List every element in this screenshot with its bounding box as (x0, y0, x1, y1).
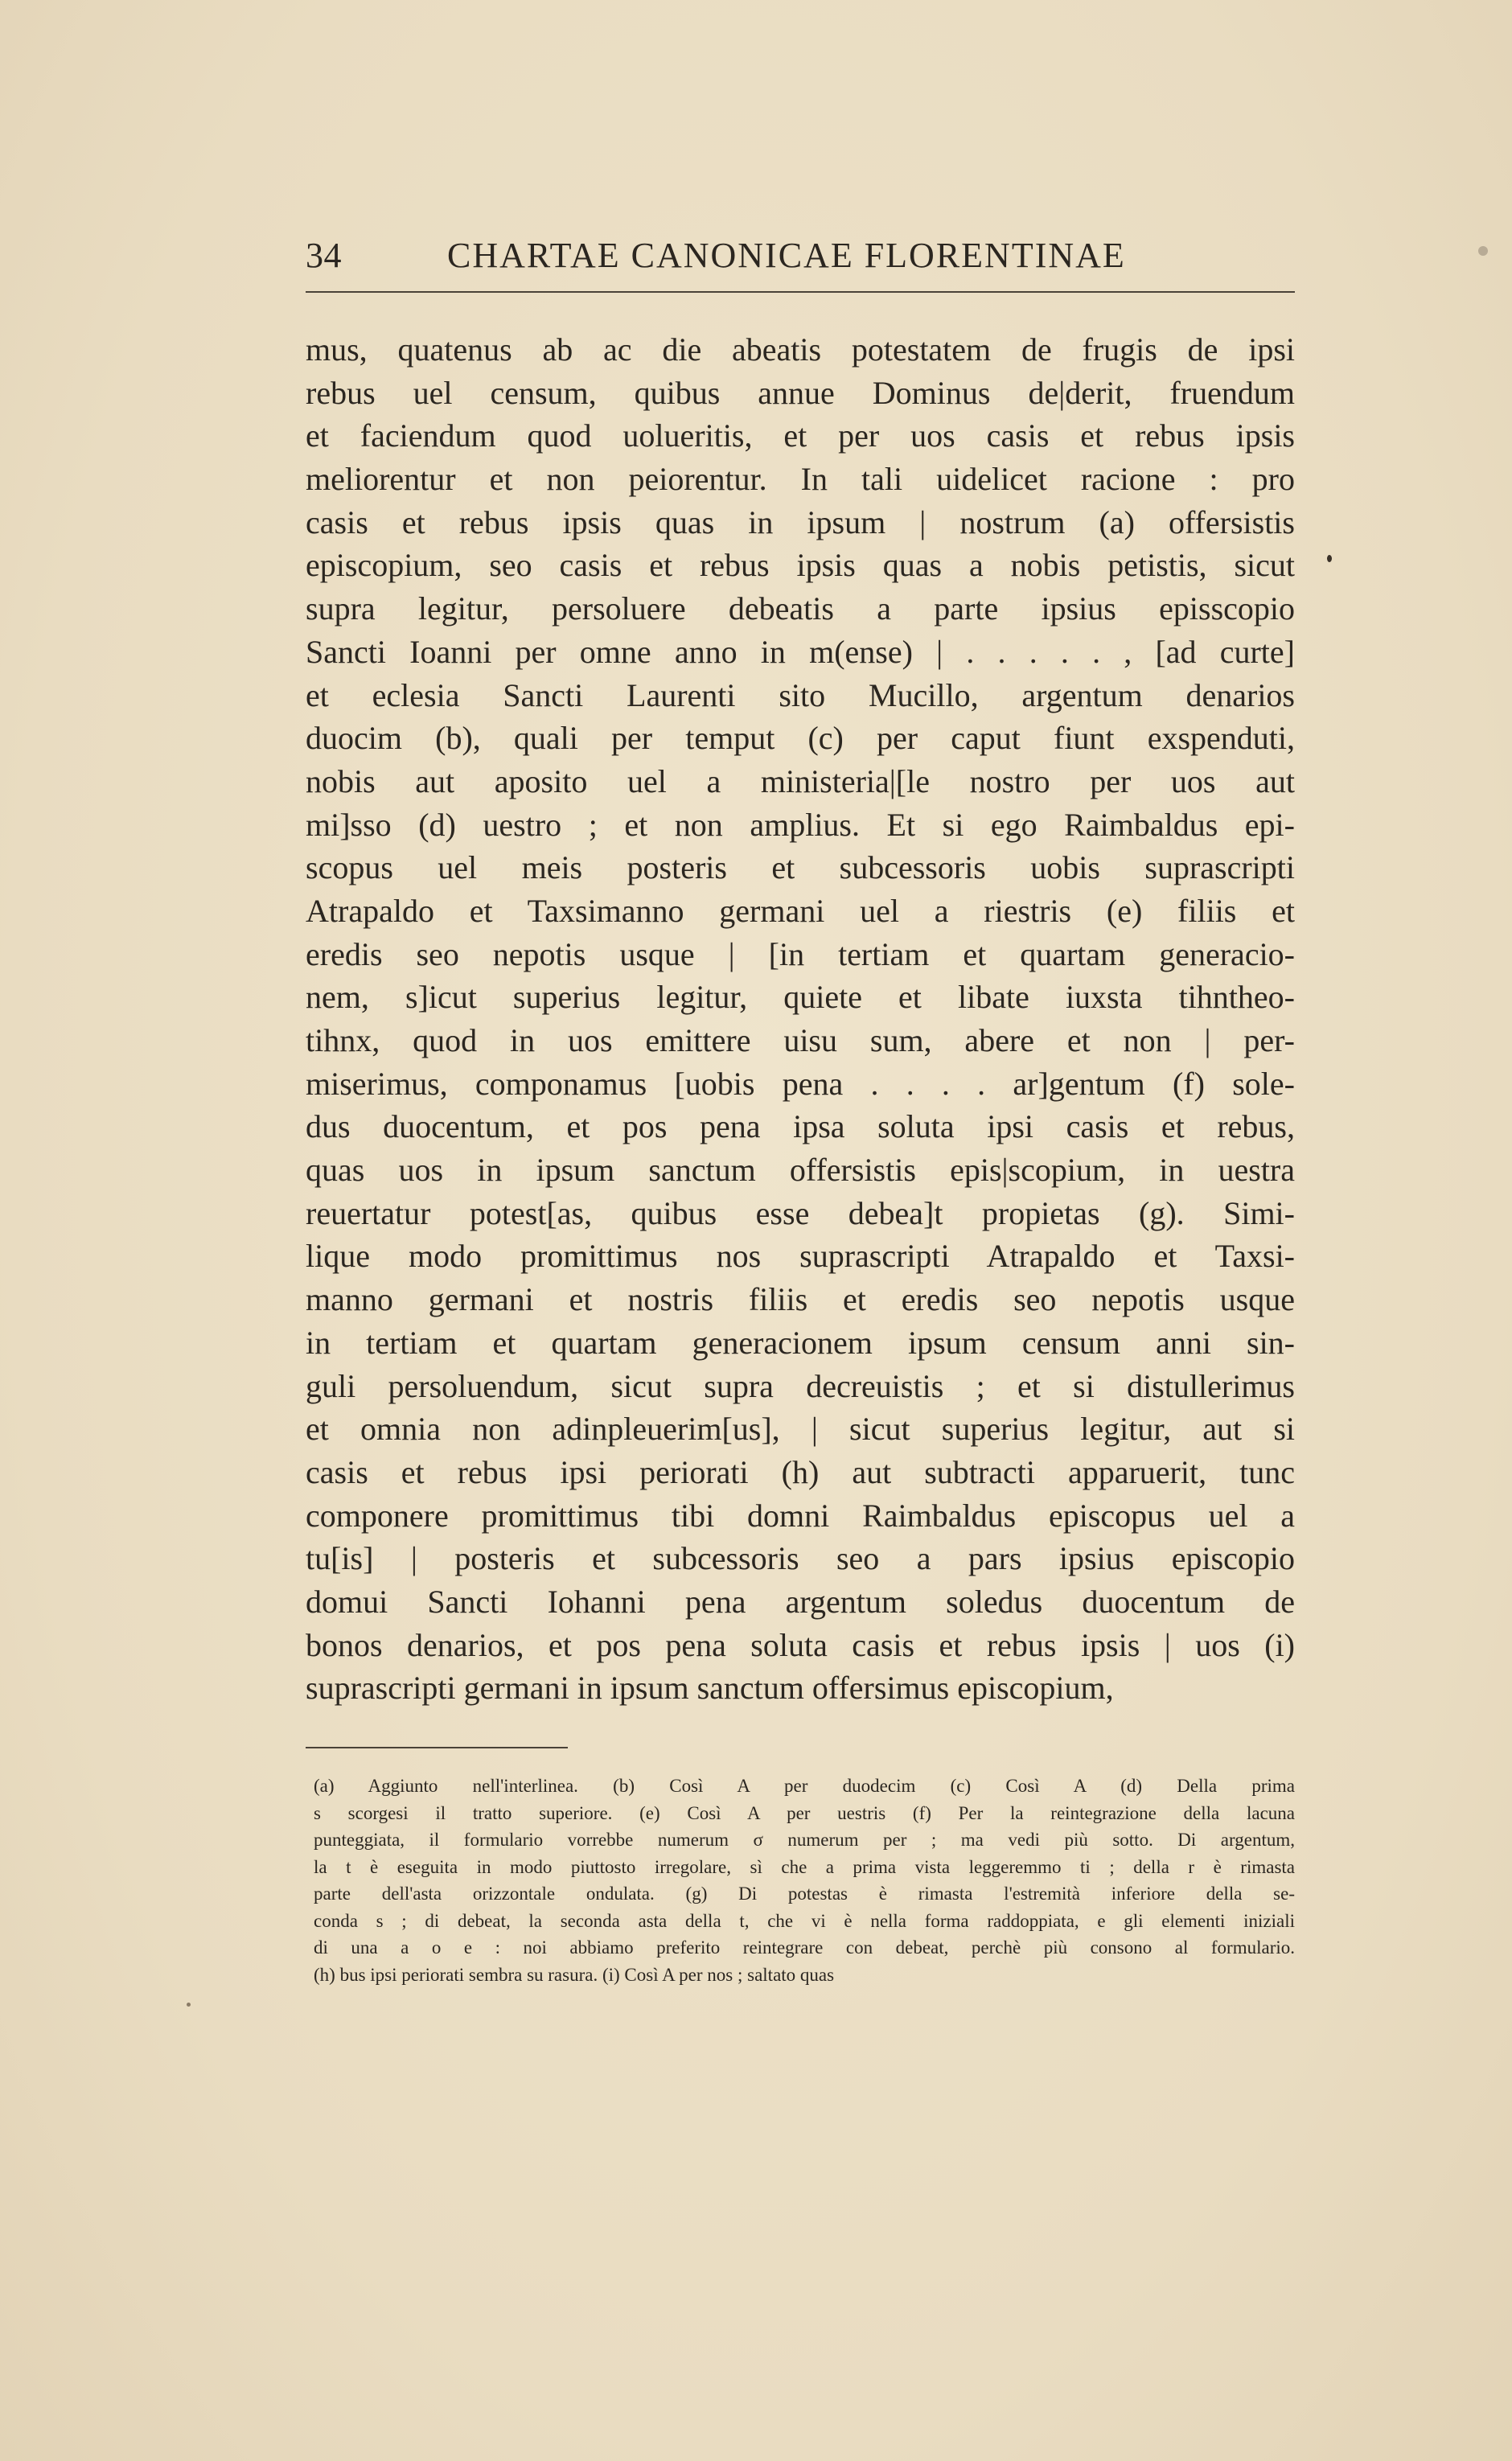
text-line: miserimus, componamus [uobis pena . . . . ar]gentum (f) sole- (306, 1065, 1295, 1102)
text-line: tu[is] | posteris et subcessoris seo a pars ipsius episcopio (306, 1540, 1295, 1577)
footnote-line: (h) bus ipsi periorati sembra su rasura. (i) Così A per nos ; saltato quas (314, 1964, 835, 1985)
text-line: in tertiam et quartam generacionem ipsum censum anni sin- (306, 1324, 1295, 1361)
text-line: casis et rebus ipsis quas in ipsum | nostrum (a) offersistis (306, 503, 1295, 540)
text-line: Sancti Ioanni per omne anno in m(ense) | . . . . . , [ad curte] (306, 633, 1295, 670)
page-number: 34 (306, 236, 342, 275)
text-line: lique modo promittimus nos suprascripti Atrapaldo et Taxsi- (306, 1238, 1295, 1275)
text-line: meliorentur et non peiorentur. In tali uidelicet racione : pro (306, 461, 1295, 498)
footnote-line: la t è eseguita in modo piuttosto irregolare, sì che a prima vista leggeremmo ti ; della r è rimasta (314, 1856, 1295, 1877)
footnote-line: conda s ; di debeat, la seconda asta della t, che vi è nella forma raddoppiata, e gli elementi iniziali (314, 1910, 1295, 1931)
text-line: mus, quatenus ab ac die abeatis potestatem de frugis de ipsi (306, 331, 1295, 368)
text-line: dus duocentum, et pos pena ipsa soluta ipsi casis et rebus, (306, 1108, 1295, 1145)
text-line: quas uos in ipsum sanctum offersistis epis|scopium, in uestra (306, 1152, 1295, 1189)
footnotes (314, 1773, 1295, 1988)
footnote-line: s scorgesi il tratto superiore. (e) Così A per uestris (f) Per la reintegrazione della lacuna (314, 1802, 1295, 1823)
text-line: domui Sancti Iohanni pena argentum soledus duocentum de (306, 1583, 1295, 1620)
text-line: nobis aut aposito uel a ministeria|[le nostro per uos aut (306, 762, 1295, 799)
text-line: et omnia non adinpleuerim[us], | sicut superius legitur, aut si (306, 1411, 1295, 1448)
text-line: supra legitur, persoluere debeatis a parte ipsius episscopio (306, 590, 1295, 627)
text-line: casis et rebus ipsi periorati (h) aut subtracti apparuerit, tunc (306, 1453, 1295, 1490)
running-title: CHARTAE CANONICAE FLORENTINAE (447, 236, 1126, 275)
running-header (306, 235, 1295, 276)
text-line: nem, s]icut superius legitur, quiete et libate iuxsta tihntheo- (306, 979, 1295, 1016)
paper-spot (1478, 246, 1488, 256)
footnote-line: di una a o e : noi abbiamo preferito reintegrare con debeat, perchè più consono al formulario. (314, 1937, 1295, 1958)
text-line: componere promittimus tibi domni Raimbaldus episcopus uel a (306, 1497, 1295, 1534)
paper-spot (187, 2003, 191, 2007)
footnote-rule (306, 1747, 568, 1748)
text-line: mi]sso (d) uestro ; et non amplius. Et si ego Raimbaldus epi- (306, 806, 1295, 843)
text-line: tihnx, quod in uos emittere uisu sum, abere et non | per- (306, 1022, 1295, 1058)
text-line: rebus uel censum, quibus annue Dominus de|derit, fruendum (306, 374, 1295, 411)
text-line: et faciendum quod uolueritis, et per uos casis et rebus ipsis (306, 417, 1295, 454)
text-line: Atrapaldo et Taxsimanno germani uel a riestris (e) filiis et (306, 892, 1295, 929)
text-line: bonos denarios, et pos pena soluta casis et rebus ipsis | uos (i) (306, 1626, 1295, 1663)
footnote-line: punteggiata, il formulario vorrebbe numerum σ numerum per ; ma vedi più sotto. Di argentum, (314, 1830, 1295, 1850)
text-line: guli persoluendum, sicut supra decreuistis ; et si distullerimus (306, 1367, 1295, 1404)
header-rule (306, 291, 1295, 293)
text-line: duocim (b), quali per temput (c) per caput fiunt exspenduti, (306, 720, 1295, 757)
text-line: reuertatur potest[as, quibus esse debea]t propietas (g). Simi- (306, 1194, 1295, 1231)
paper-spot (1327, 555, 1332, 562)
footnote-line: (a) Aggiunto nell'interlinea. (b) Così A per duodecim (c) Così A (d) Della prima (314, 1776, 1295, 1796)
text-line: episcopium, seo casis et rebus ipsis quas a nobis petistis, sicut (306, 547, 1295, 584)
footnote-line: parte dell'asta orizzontale ondulata. (g) Di potestas è rimasta l'estremità inferiore della se- (314, 1884, 1295, 1904)
charter-text (306, 328, 1295, 1710)
text-line: suprascripti germani in ipsum sanctum offersimus episcopium, (306, 1670, 1114, 1707)
text-line: eredis seo nepotis usque | [in tertiam et quartam generacio- (306, 935, 1295, 972)
text-line: et eclesia Sancti Laurenti sito Mucillo, argentum denarios (306, 676, 1295, 713)
text-line: scopus uel meis posteris et subcessoris uobis suprascripti (306, 849, 1295, 886)
text-line: manno germani et nostris filiis et eredis seo nepotis usque (306, 1281, 1295, 1318)
